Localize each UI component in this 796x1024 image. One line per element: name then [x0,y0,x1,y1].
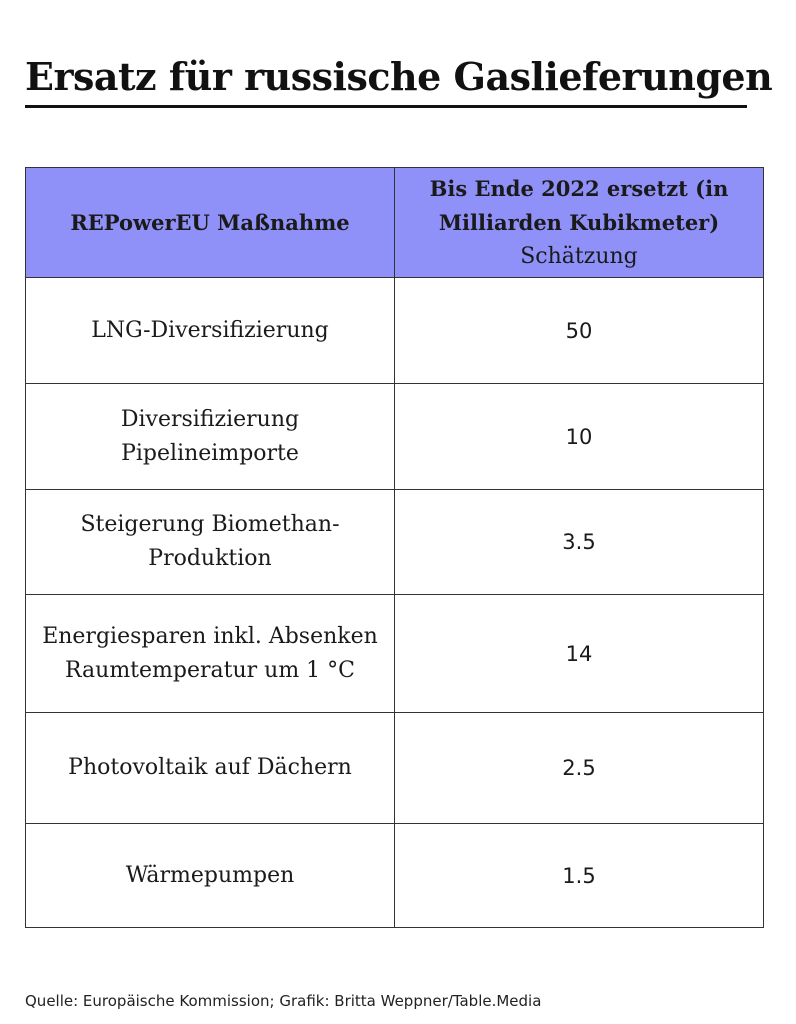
measure-cell: Steigerung Biomethan-Produktion [26,490,395,595]
column-header-value-note: Schätzung [520,243,638,269]
table-row [26,824,764,928]
data-table [25,167,764,928]
chart-title: Ersatz für russische Gaslieferungen [25,54,773,99]
table-row [26,278,764,384]
table-body [26,278,764,928]
column-header-value [395,168,764,278]
value-cell: 2.5 [395,713,764,824]
table-row [26,713,764,824]
value-cell: 10 [395,384,764,490]
table-row [26,384,764,490]
title-underline [25,105,747,108]
source-note: Quelle: Europäische Kommission; Grafik: Britta Weppner/Table.Media [25,992,542,1010]
column-header-value-label: Bis Ende 2022 ersetzt (in Milliarden Kubikmeter) [429,175,729,235]
column-header-measure-label: REPowerEU Maßnahme [70,209,350,235]
table-row [26,490,764,595]
measure-cell: Energiesparen inkl. Absenken Raumtemperatur um 1 °C [26,595,395,713]
value-cell: 50 [395,278,764,384]
value-cell: 1.5 [395,824,764,928]
measure-cell: Wärmepumpen [26,824,395,928]
column-header-measure [26,168,395,278]
measure-cell: LNG-Diversifizierung [26,278,395,384]
measure-cell: Photovoltaik auf Dächern [26,713,395,824]
measure-cell: Diversifizierung Pipelineimporte [26,384,395,490]
value-cell: 14 [395,595,764,713]
table-row [26,595,764,713]
value-cell: 3.5 [395,490,764,595]
table-header-row [26,168,764,278]
